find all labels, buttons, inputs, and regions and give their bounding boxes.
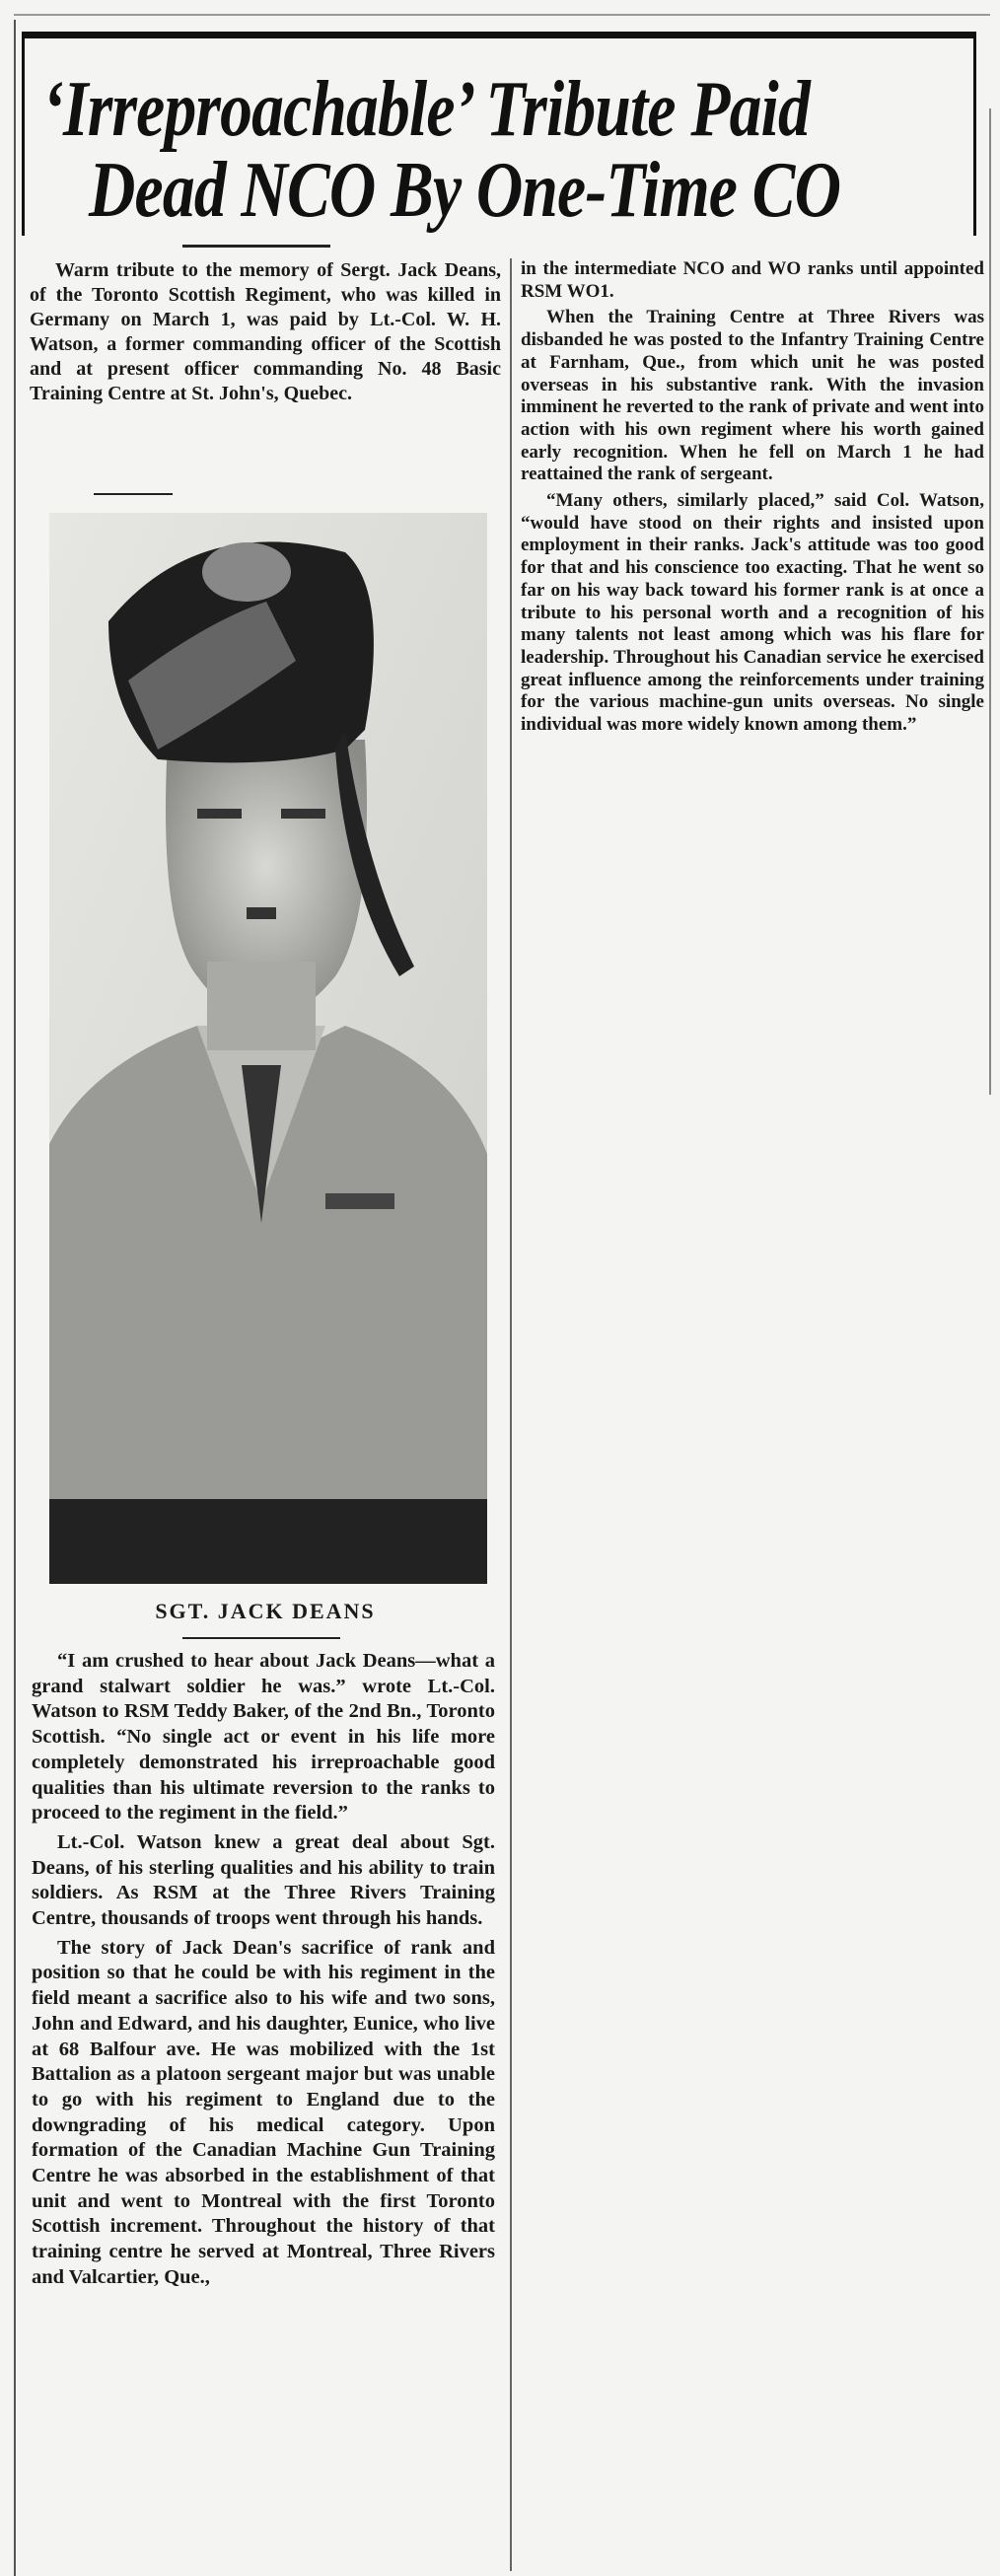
paragraph: Lt.-Col. Watson knew a great deal about Sgt. Deans, of his sterling qualities and his ability to train soldiers. As RSM at the Three Rivers Training Centre, thousands of troops went through his hands. xyxy=(32,1830,495,1930)
headline-line-1: ‘Irreproachable’ Tribute Paid xyxy=(42,66,810,153)
page-border-top xyxy=(14,14,990,16)
left-column-body xyxy=(32,1649,495,2295)
caption-divider xyxy=(182,1637,340,1639)
lead-divider xyxy=(94,493,173,495)
paragraph: “Many others, similarly placed,” said Col. Watson, “would have stood on their rights and insisted upon employment in their ranks. Jack's attitude was too good for that and his conscience too exacting. That he went so far on his way back toward his former rank is at once a tribute to his personal worth and a recognition of his many talents not least among which was his flare for leadership. Throughout his Canadian service he exercised great influence among the reinforcements under training for the various machine-gun units overseas. No single individual was more widely known among them.” xyxy=(521,490,984,736)
paragraph: When the Training Centre at Three Rivers was disbanded he was posted to the Infantry Training Centre at Farnham, Que., from which unit he was posted overseas in his substantive rank. With the invasion imminent he reverted to the rank of private and went into action with his own regiment where his worth gained early recognition. When he fell on March 1 he had reattained the rank of sergeant. xyxy=(521,307,984,485)
paragraph: in the intermediate NCO and WO ranks until appointed RSM WO1. xyxy=(521,258,984,302)
paragraph: The story of Jack Dean's sacrifice of rank and position so that he could be with his regiment in the field meant a sacrifice also to his wife and two sons, John and Edward, and his daughter, Eunice, who live at 68 Balfour ave. He was mobilized with the 1st Battalion as a platoon sergeant major but was unable to go with his regiment to England due to the downgrading of his medical category. Upon formation of the Canadian Machine Gun Training Centre he was absorbed in the establishment of that unit and went to Montreal with the first Toronto Scottish increment. Throughout the history of that training centre he served at Montreal, Three Rivers and Valcartier, Que., xyxy=(32,1936,495,2288)
headline-divider xyxy=(182,245,330,248)
headline-line-2: Dead NCO By One-Time CO xyxy=(89,147,841,234)
right-column-body xyxy=(521,258,984,741)
headline-box xyxy=(22,32,976,236)
portrait-photo xyxy=(49,513,487,1584)
column-divider xyxy=(510,258,512,2571)
soldier-portrait-image xyxy=(49,513,487,1584)
paragraph: “I am crushed to hear about Jack Deans—what a grand stalwart soldier he was.” wrote Lt.-Col. Watson to RSM Teddy Baker, of the 2nd Bn., Toronto Scottish. “No single act or event in his life more completely demonstrated his irreproachable good qualities than his ultimate reversion to the ranks to proceed to the regiment in the field.” xyxy=(32,1650,495,1825)
lead-paragraph xyxy=(30,258,501,410)
photo-caption: SGT. JACK DEANS xyxy=(155,1599,376,1623)
right-column-rule xyxy=(989,108,991,1095)
page-border-left xyxy=(14,20,16,2576)
lead-text: Warm tribute to the memory of Sergt. Jack Deans, of the Toronto Scottish Regiment, who was killed in Germany on March 1, was paid by Lt.-Col. W. H. Watson, a former commanding officer of the Scottish and at present officer commanding No. 48 Basic Training Centre at St. John's, Quebec. xyxy=(30,259,501,404)
